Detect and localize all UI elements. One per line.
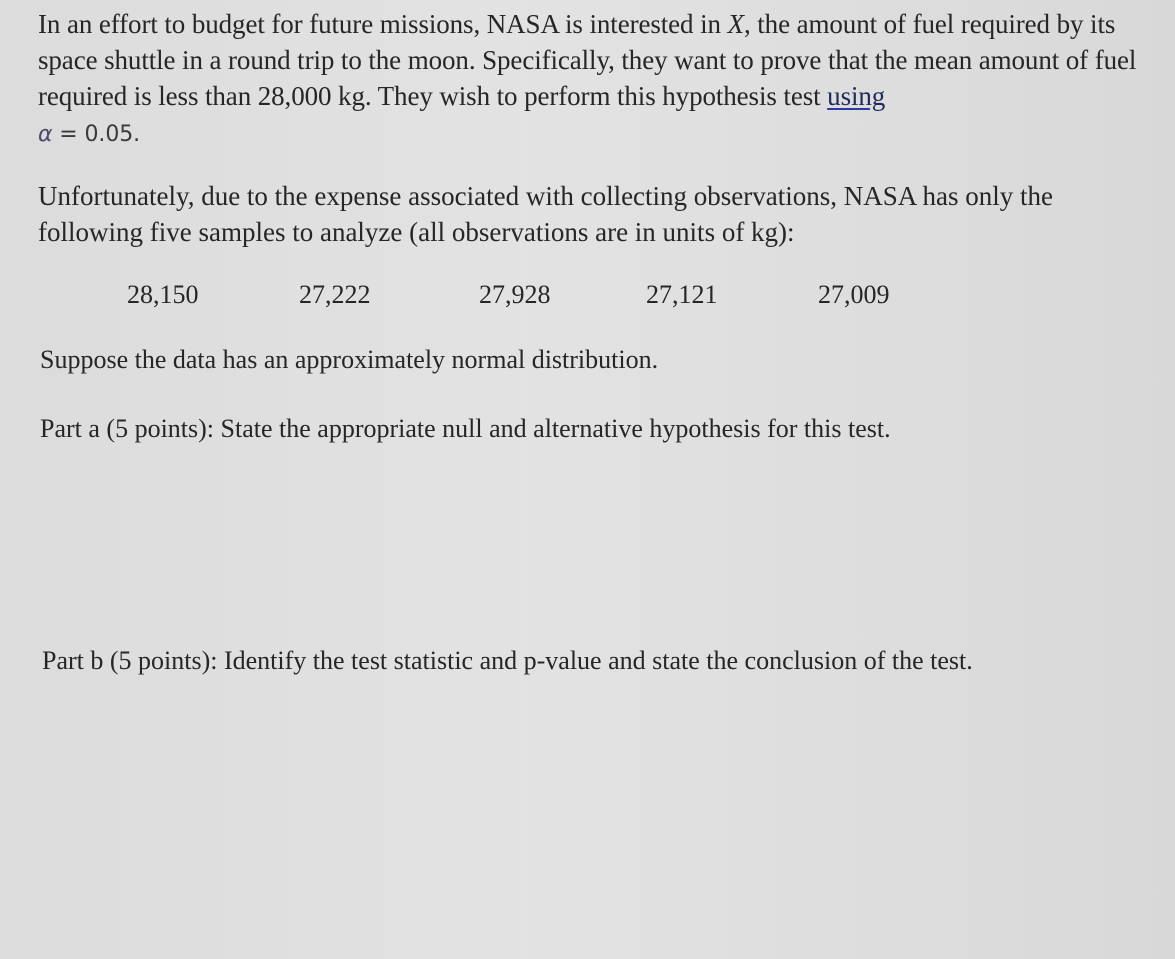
intro-text-start: In an effort to budget for future missions, NASA is interested in: [38, 9, 728, 39]
part-a-question: Part a (5 points): State the appropriate null and alternative hypothesis for this test.: [40, 414, 891, 443]
sample-values-row: [0, 280, 1175, 316]
data-intro-paragraph: Unfortunately, due to the expense associated with collecting observations, NASA has only the following five samples to analyze (all observations are in units of kg):: [38, 181, 1054, 247]
alpha-symbol: α: [38, 122, 53, 147]
alpha-equals: = 0.05.: [52, 122, 141, 147]
sample-value: 27,009: [818, 280, 890, 309]
sample-value: 27,121: [646, 280, 718, 309]
alpha-value: [38, 122, 140, 147]
sample-value: 27,222: [299, 280, 371, 309]
variable-x: X: [727, 9, 744, 39]
intro-text-rest: , the amount of fuel required by its space shuttle in a round trip to the moon. Specifically, they want to prove that the mean amount of fuel required is less than 28,000 kg. They wish to perform this hypothesis test: [38, 9, 1137, 111]
normality-assumption: Suppose the data has an approximately normal distribution.: [40, 345, 659, 374]
sample-value: 27,928: [479, 280, 551, 309]
part-b-question: Part b (5 points): Identify the test statistic and p-value and state the conclusion of the test.: [42, 646, 973, 675]
using-link[interactable]: using: [827, 81, 886, 111]
problem-intro: [38, 6, 1143, 153]
sample-value: 28,150: [127, 280, 199, 309]
